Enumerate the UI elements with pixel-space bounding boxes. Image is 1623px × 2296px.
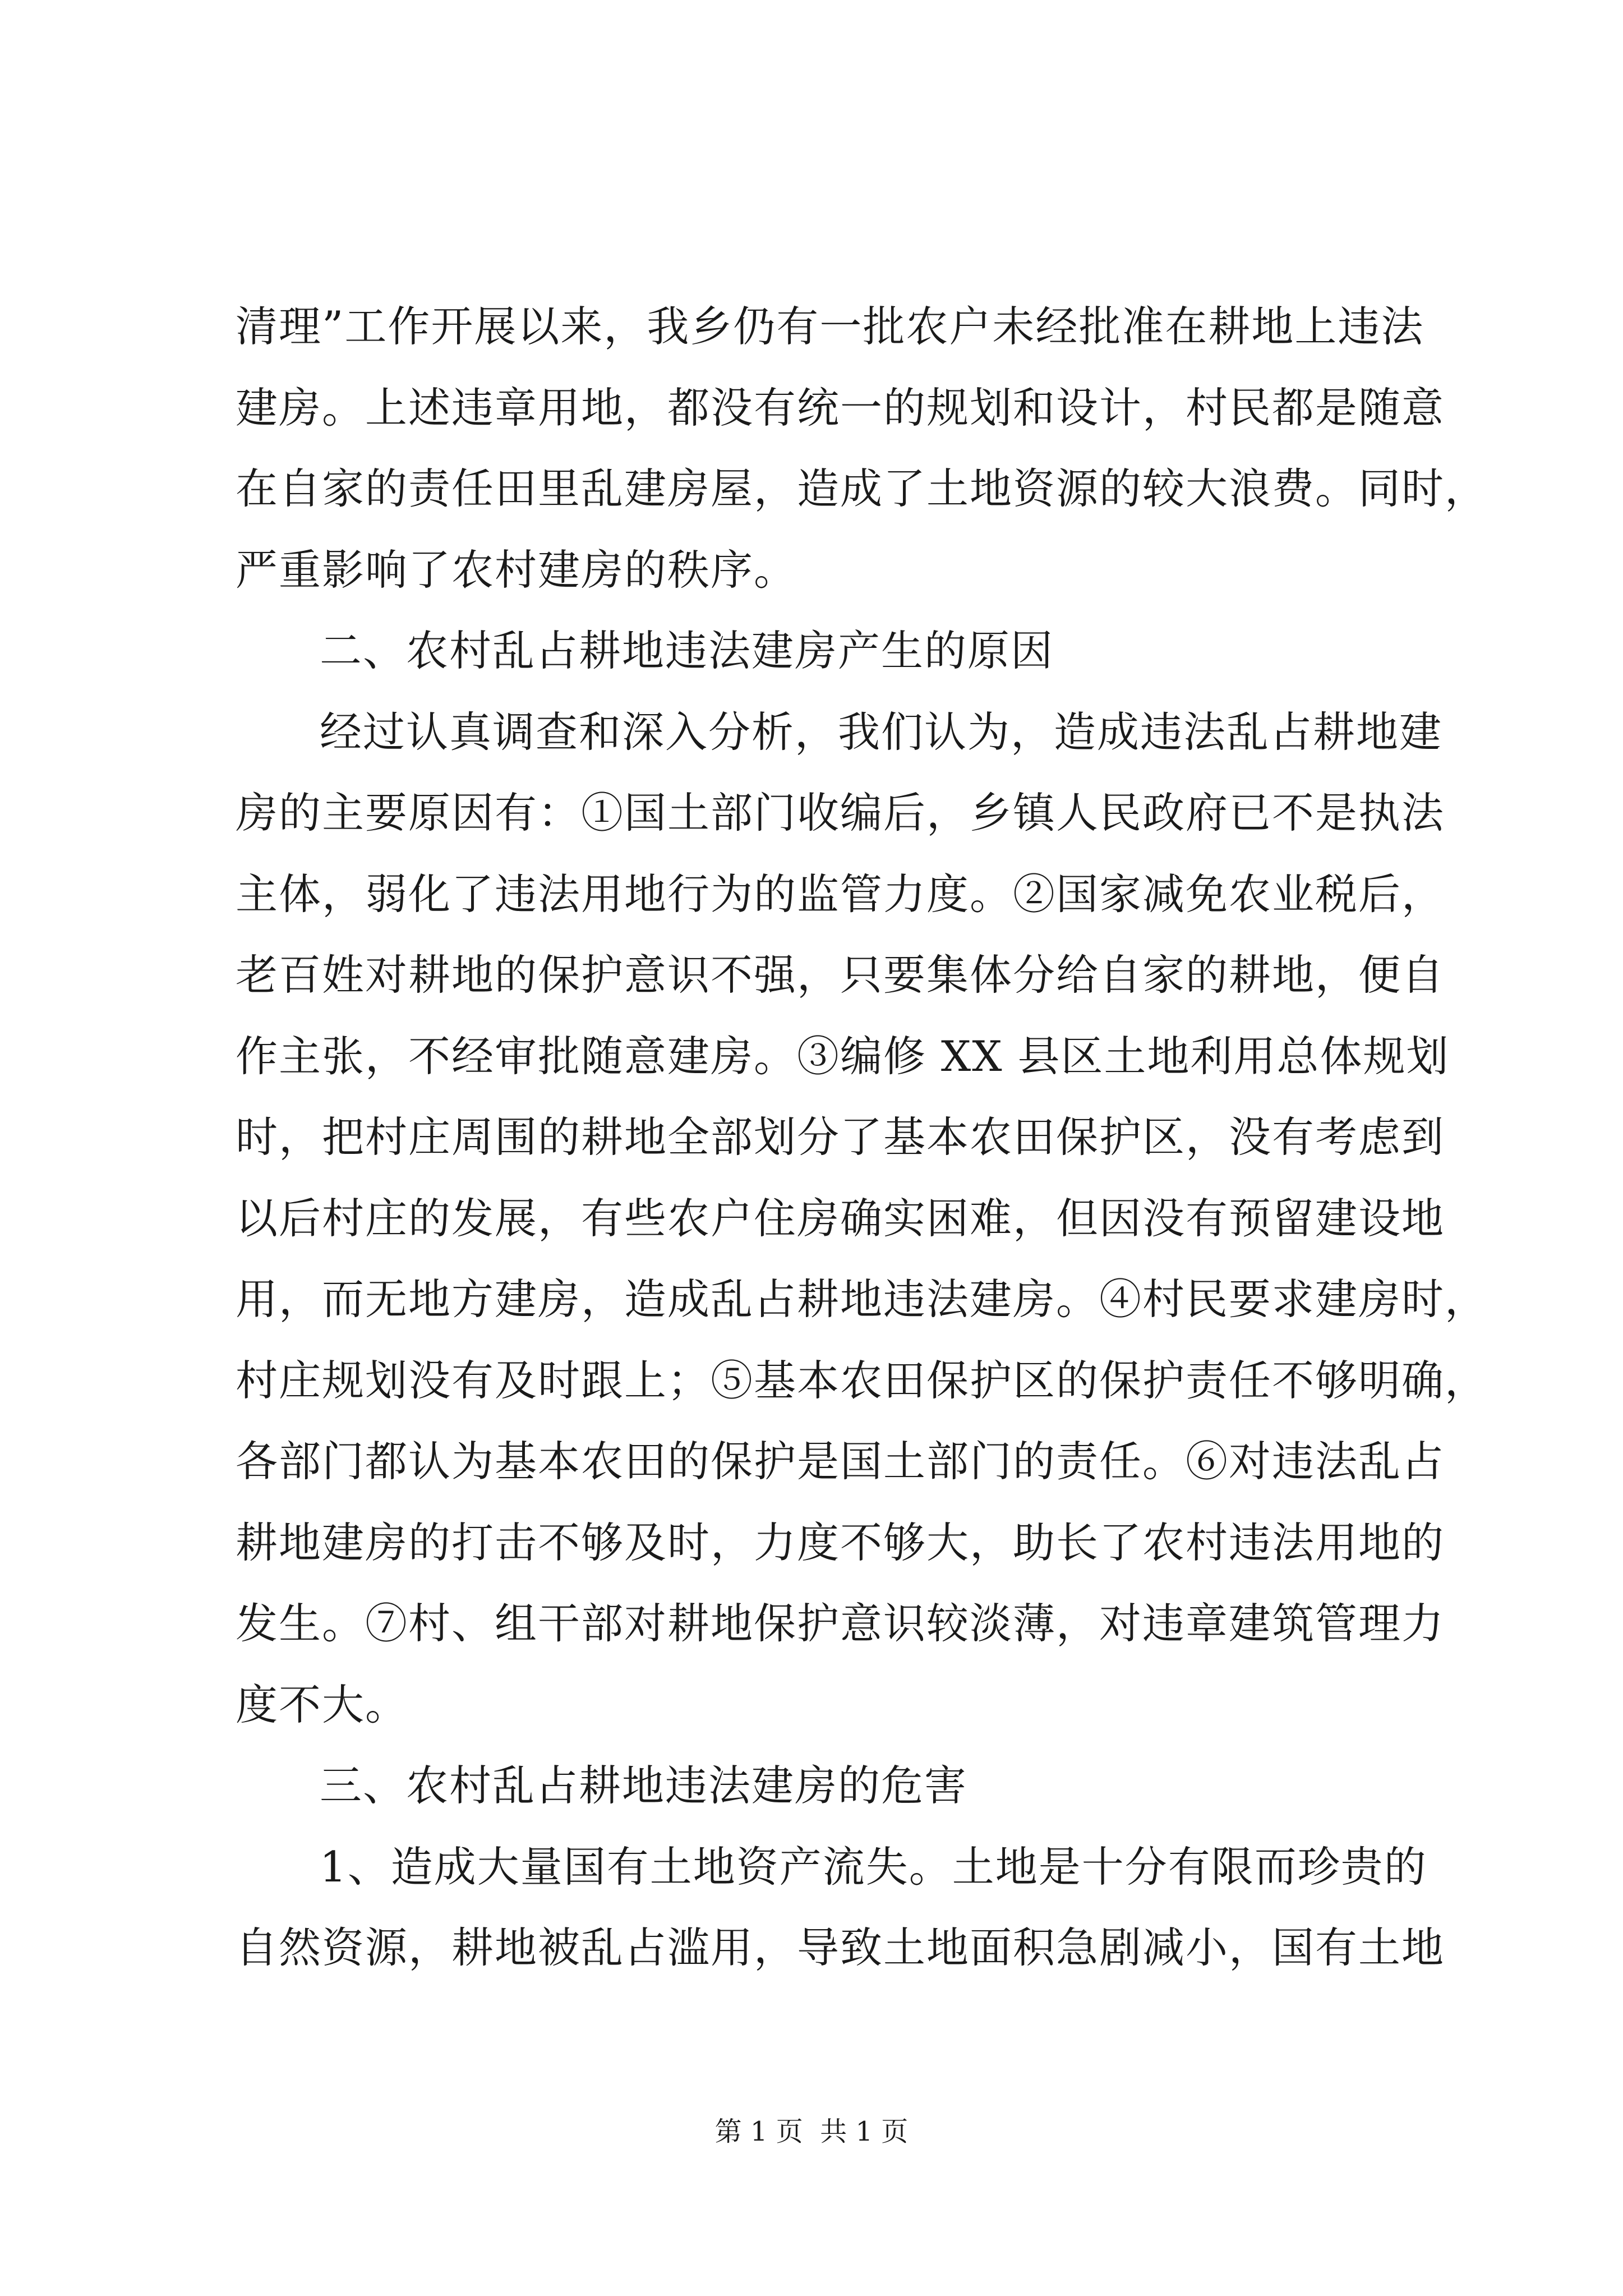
text-line: 村庄规划没有及时跟上；⑤基本农田保护区的保护责任不够明确， — [236, 1355, 1488, 1405]
text-line: 耕地建房的打击不够及时，力度不够大，助长了农村违法用地的 — [236, 1517, 1445, 1567]
text-line: 以后村庄的发展，有些农户住房确实困难，但因没有预留建设地 — [236, 1193, 1445, 1243]
section-heading: 二、农村乱占耕地违法建房产生的原因 — [320, 626, 1054, 675]
text-line: 用，而无地方建房，造成乱占耕地违法建房。④村民要求建房时， — [236, 1274, 1488, 1324]
text-line: 建房。上述违章用地，都没有统一的规划和设计，村民都是随意 — [236, 383, 1445, 432]
text-line: 房的主要原因有：①国土部门收编后，乡镇人民政府已不是执法 — [236, 788, 1445, 838]
text-line: 各部门都认为基本农田的保护是国土部门的责任。⑥对违法乱占 — [236, 1437, 1445, 1486]
text-line: 主体，弱化了违法用地行为的监管力度。②国家减免农业税后， — [236, 869, 1445, 919]
text-line: 清理”工作开展以来，我乡仍有一批农户未经批准在耕地上违法 — [236, 302, 1424, 351]
section-heading: 三、农村乱占耕地违法建房的危害 — [320, 1761, 968, 1810]
text-line: 自然资源，耕地被乱占滥用，导致土地面积急剧减小，国有土地 — [236, 1923, 1445, 1972]
text-line: 老百姓对耕地的保护意识不强，只要集体分给自家的耕地，便自 — [236, 950, 1445, 1000]
text-line: 时，把村庄周围的耕地全部划分了基本农田保护区，没有考虑到 — [236, 1112, 1445, 1162]
text-line: 1、造成大量国有土地资产流失。土地是十分有限而珍贵的 — [320, 1842, 1427, 1892]
text-line: 作主张，不经审批随意建房。③编修 XX 县区土地利用总体规划 — [236, 1031, 1450, 1081]
text-line: 经过认真调查和深入分析，我们认为，造成违法乱占耕地建 — [320, 707, 1443, 757]
document-body — [236, 300, 1488, 2003]
text-line: 度不大。 — [236, 1680, 409, 1729]
page-footer: 第 1 页 共 1 页 — [714, 2116, 909, 2147]
text-line: 严重影响了农村建房的秩序。 — [236, 545, 797, 595]
text-line: 发生。⑦村、组干部对耕地保护意识较淡薄，对违章建筑管理力 — [236, 1599, 1445, 1648]
text-line: 在自家的责任田里乱建房屋，造成了土地资源的较大浪费。同时， — [236, 464, 1488, 513]
